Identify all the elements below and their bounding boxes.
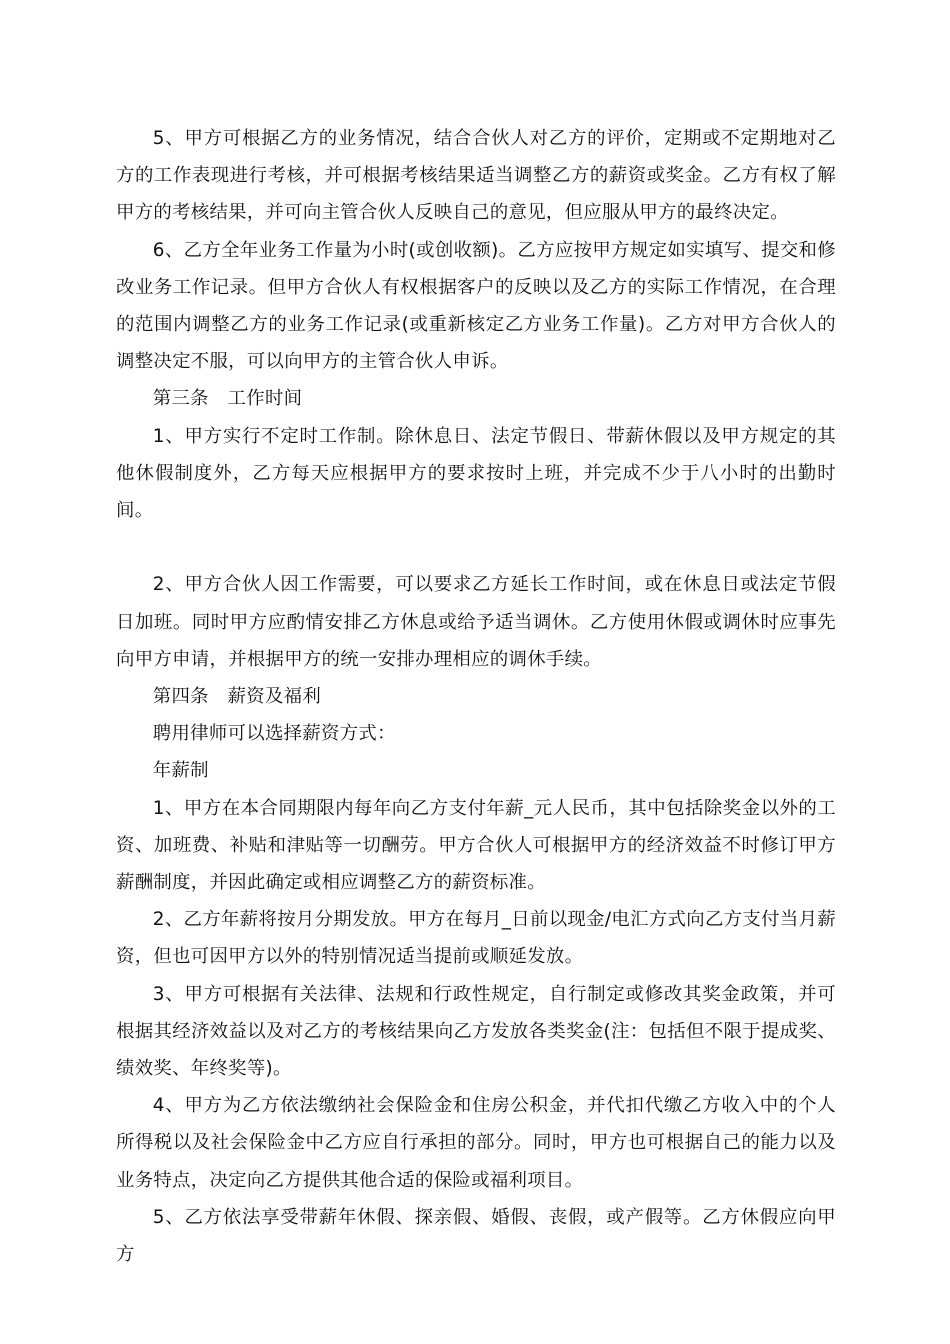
- annual-salary-heading: 年薪制: [152, 760, 209, 782]
- paragraph-gap: [116, 529, 836, 566]
- salary-method-intro: 聘用律师可以选择薪资方式：: [152, 723, 396, 745]
- clause-1-working-hours: 1、甲方实行不定时工作制。除休息日、法定节假日、带薪休假以及甲方规定的其他休假制度外，乙方每天应根据甲方的要求按时上班，并完成不少于八小时的出勤时间。: [116, 425, 836, 522]
- clause-2-overtime: 2、甲方合伙人因工作需要，可以要求乙方延长工作时间，或在休息日或法定节假日加班。同时甲方应酌情安排乙方休息或给予适当调休。乙方使用休假或调休时应事先向甲方申请，并根据甲方的统一安排办理相应的调休手续。: [116, 574, 836, 670]
- clause-3-bonus: 3、甲方可根据有关法律、法规和行政性规定，自行制定或修改其奖金政策，并可根据其经济效益以及对乙方的考核结果向乙方发放各类奖金(注：包括但不限于提成奖、绩效奖、年终奖等)。: [116, 983, 836, 1080]
- document-body: [116, 120, 836, 1273]
- clause-4-insurance: 4、甲方为乙方依法缴纳社会保险金和住房公积金，并代扣代缴乙方收入中的个人所得税以及社会保险金中乙方应自行承担的部分。同时，甲方也可根据自己的能力以及业务特点，决定向乙方提供其他合适的保险或福利项目。: [116, 1095, 836, 1191]
- clause-5-assessment: 5、甲方可根据乙方的业务情况，结合合伙人对乙方的评价，定期或不定期地对乙方的工作表现进行考核，并可根据考核结果适当调整乙方的薪资或奖金。乙方有权了解甲方的考核结果，并可向主管合伙人反映自己的意见，但应服从甲方的最终决定。: [116, 128, 836, 224]
- clause-1-annual-salary: 1、甲方在本合同期限内每年向乙方支付年薪_元人民币，其中包括除奖金以外的工资、加班费、补贴和津贴等一切酬劳。甲方合伙人可根据甲方的经济效益不时修订甲方薪酬制度，并因此确定或相应调整乙方的薪资标准。: [116, 797, 836, 894]
- clause-6-workload: 6、乙方全年业务工作量为小时(或创收额)。乙方应按甲方规定如实填写、提交和修改业务工作记录。但甲方合伙人有权根据客户的反映以及乙方的实际工作情况，在合理的范围内调整乙方的业务工作记录(或重新核定乙方业务工作量)。乙方对甲方合伙人的调整决定不服，可以向甲方的主管合伙人申诉。: [116, 239, 836, 373]
- clause-5-leave: 5、乙方依法享受带薪年休假、探亲假、婚假、丧假，或产假等。乙方休假应向甲方: [116, 1206, 836, 1266]
- article-4-heading: 第四条 薪资及福利: [152, 686, 322, 708]
- article-3-heading: 第三条 工作时间: [152, 388, 303, 410]
- clause-2-monthly-payment: 2、乙方年薪将按月分期发放。甲方在每月_日前以现金/电汇方式向乙方支付当月薪资，但也可因甲方以外的特别情况适当提前或顺延发放。: [116, 909, 836, 968]
